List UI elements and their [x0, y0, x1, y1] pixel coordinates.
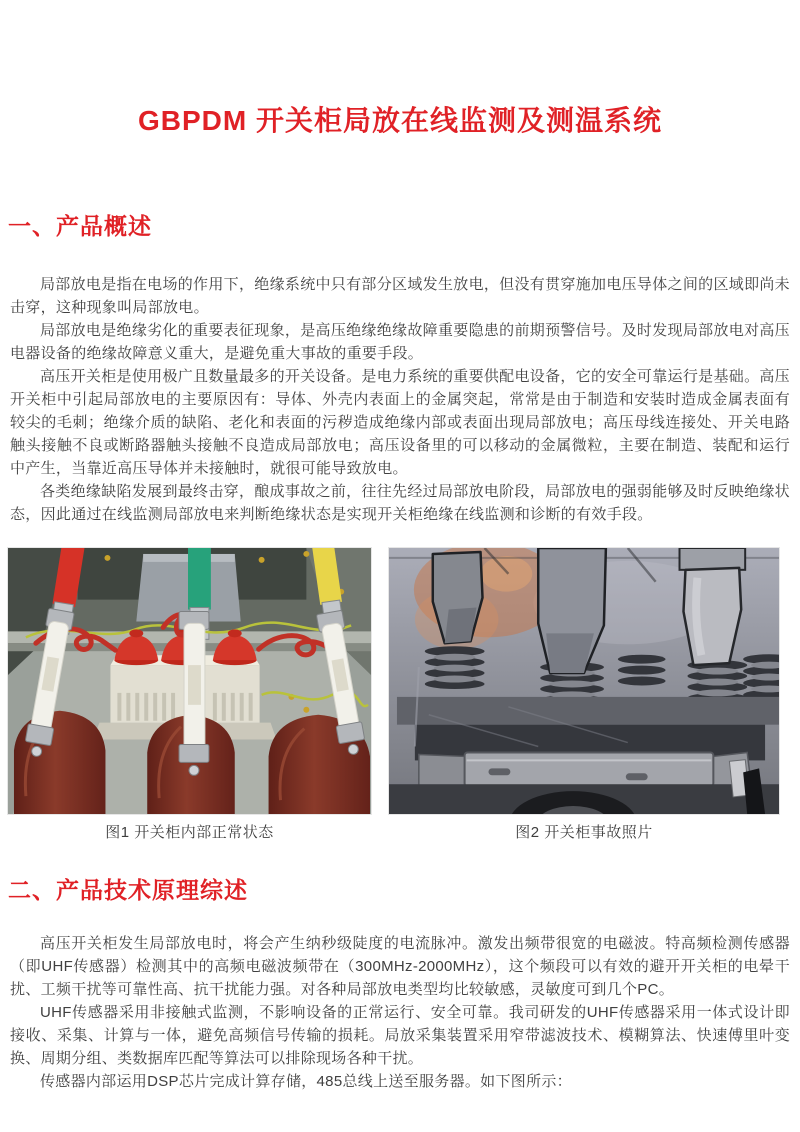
body-paragraph: 局部放电是指在电场的作用下，绝缘系统中只有部分区域发生放电，但没有贯穿施加电压导体之间的区域即尚未击穿，这种现象叫局部放电。 — [10, 276, 790, 316]
figure2-block — [388, 547, 780, 842]
figure2-caption: 图2 开关柜事故照片 — [515, 824, 653, 841]
figure1-block — [7, 547, 372, 842]
body-paragraph: 高压开关柜发生局部放电时，将会产生纳秒级陡度的电流脉冲。激发出频带很宽的电磁波。特高频检测传感器（即UHF传感器）检测其中的高频电磁波频带在（300MHz-2000MHz），这个频段可以有效的避开开关柜的电晕干扰、工频干扰等可靠性高、抗干扰能力强。对各种局部放电类型均比较敏感，灵敏度可到几个PC。 — [10, 935, 790, 998]
section2-body — [10, 932, 790, 1093]
figure1-caption: 图1 开关柜内部正常状态 — [105, 824, 274, 841]
figure1-illustration — [8, 548, 371, 814]
figures-row — [0, 547, 800, 842]
section1-heading: 一、产品概述 — [8, 213, 152, 239]
body-paragraph: 高压开关柜是使用极广且数量最多的开关设备。是电力系统的重要供配电设备，它的安全可靠运行是基础。高压开关柜中引起局部放电的主要原因有：导体、外壳内表面上的金属突起，常常是由于制造和安装时造成金属表面有较尖的毛刺；绝缘介质的缺陷、老化和表面的污秽造成绝缘内部或表面出现局部放电；高压母线连接处、开关电路触头接触不良或断路器触头接触不良造成局部放电；高压设备里的可以移动的金属微粒，主要在制造、装配和运行中产生，当靠近高压导体并未接触时，就很可能导致放电。 — [10, 368, 790, 477]
body-paragraph: 局部放电是绝缘劣化的重要表征现象，是高压绝缘绝缘故障重要隐患的前期预警信号。及时发现局部放电对高压电器设备的绝缘故障意义重大，是避免重大事故的重要手段。 — [10, 322, 790, 362]
body-paragraph: 各类绝缘缺陷发展到最终击穿，酿成事故之前，往往先经过局部放电阶段，局部放电的强弱能够及时反映绝缘状态，因此通过在线监测局部放电来判断绝缘状态是实现开关柜绝缘在线监测和诊断的有效手段。 — [10, 483, 790, 523]
body-paragraph: 传感器内部运用DSP芯片完成计算存储，485总线上送至服务器。如下图所示： — [40, 1073, 572, 1090]
figure2-photo-switchgear-accident — [388, 547, 780, 815]
section2-heading: 二、产品技术原理综述 — [8, 877, 248, 903]
body-paragraph: UHF传感器采用非接触式监测，不影响设备的正常运行、安全可靠。我司研发的UHF传感器采用一体式设计即接收、采集、计算与一体，避免高频信号传输的损耗。局放采集装置采用窄带滤波技术、模糊算法、快速傅里叶变换、周期分组、类数据库匹配等算法可以排除现场各种干扰。 — [10, 1004, 790, 1067]
section1-body — [10, 273, 790, 526]
figure2-illustration — [389, 548, 779, 814]
figure1-photo-switchgear-normal — [7, 547, 372, 815]
page-title: GBPDM 开关柜局放在线监测及测温系统 — [137, 105, 662, 136]
